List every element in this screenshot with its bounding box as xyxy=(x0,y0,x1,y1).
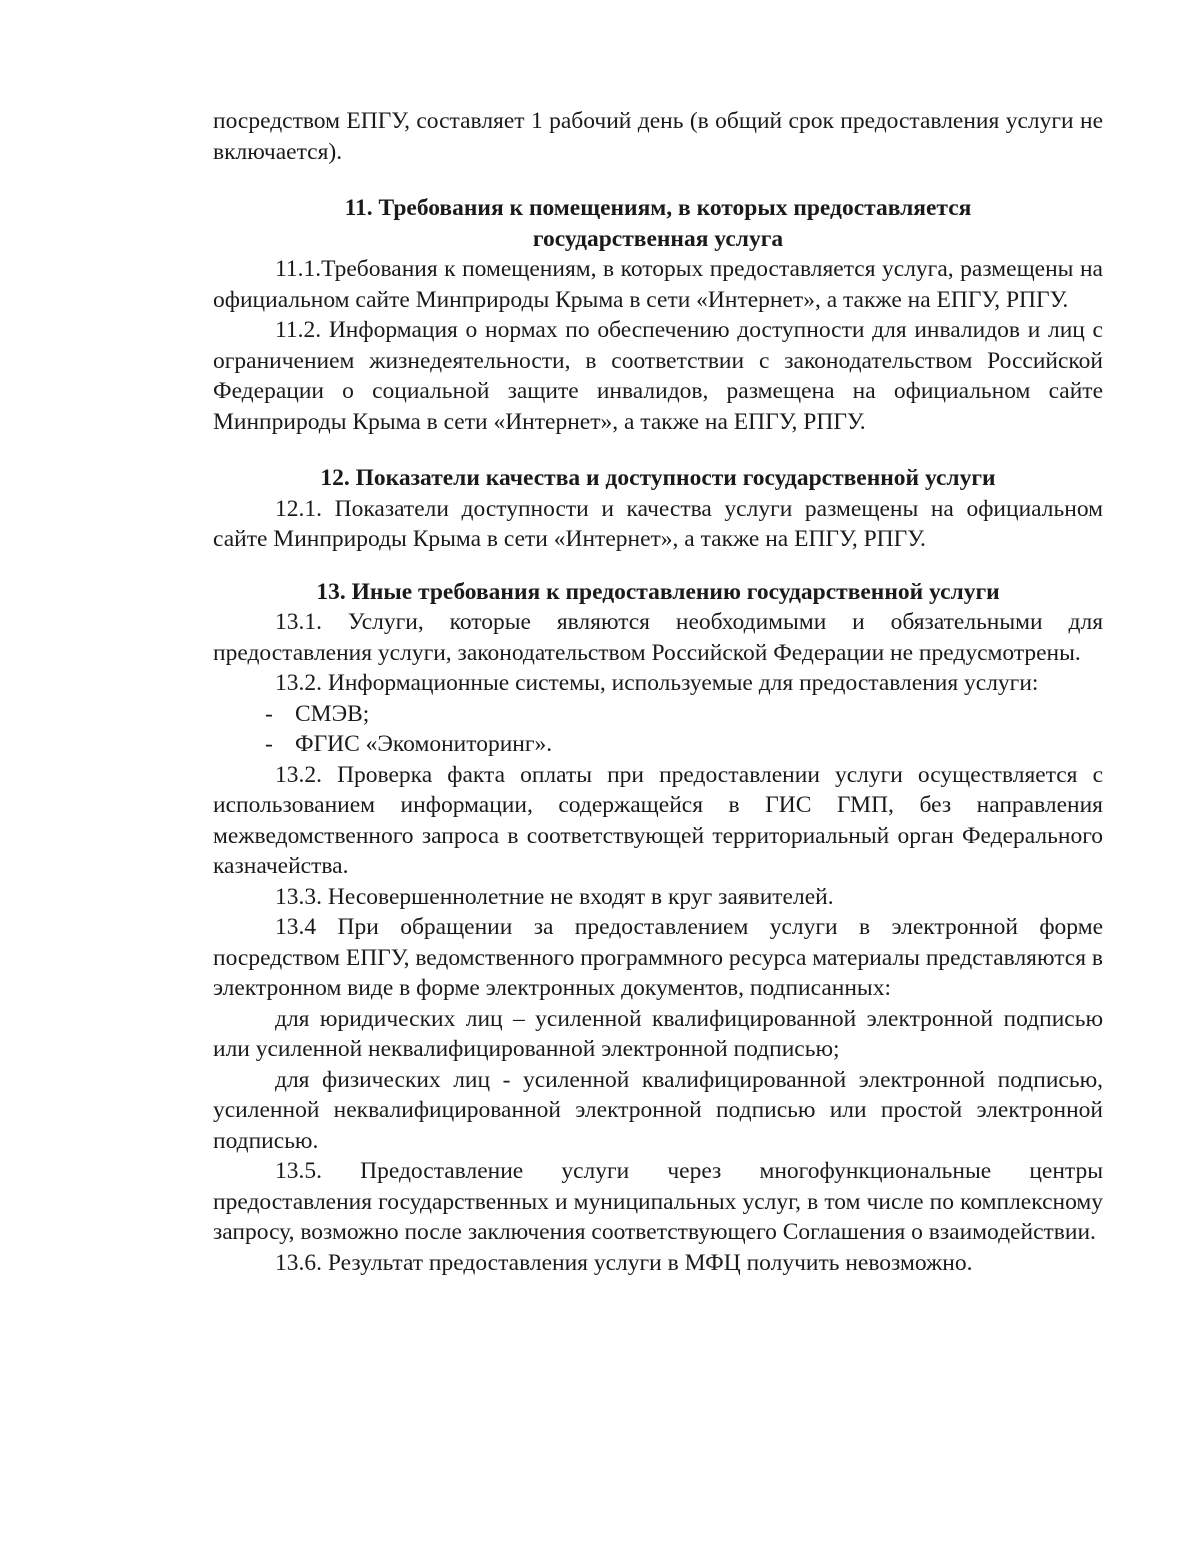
list-item-text: ФГИС «Экомониторинг». xyxy=(295,731,553,757)
list-item-text: СМЭВ; xyxy=(295,700,370,727)
paragraph-13-6: 13.6. Результат предоставления услуги в МФЦ получить невозможно. xyxy=(275,1249,973,1276)
paragraph-13-2-systems: 13.2. Информационные системы, используемые для предоставления услуги: xyxy=(275,670,1039,696)
paragraph-13-3: 13.3. Несовершеннолетние не входят в круг заявителей. xyxy=(275,883,834,910)
section-13-heading: 13. Иные требования к предоставлению государственной услуги xyxy=(316,578,1000,605)
section-11-heading-line1: 11. Требования к помещениям, в которых предоставляется xyxy=(344,195,972,221)
section-11-heading-line2: государственная услуга xyxy=(532,225,784,252)
paragraph-11-1: 11.1.Требования к помещениям, в которых предоставляется услуга, размещены на официальном сайте Минприроды Крыма в сети «Интернет», а также на ЕПГУ, РПГУ. xyxy=(213,256,1103,313)
paragraph-13-5: 13.5. Предоставление услуги через многофункциональные центры предоставления государственных и муниципальных услуг, в том числе по комплексному запросу, возможно после заключения соответствующего Соглашения о взаимодействии. xyxy=(213,1158,1103,1245)
document-page xyxy=(213,106,1103,1278)
continuation-paragraph: посредством ЕПГУ, составляет 1 рабочий день (в общий срок предоставления услуги не включается). xyxy=(213,108,1103,165)
spacer xyxy=(213,555,1103,577)
paragraph-individuals: для физических лиц - усиленной квалифицированной электронной подписью, усиленной неквалифицированной электронной подписью или простой электронной подписью. xyxy=(213,1066,1103,1154)
paragraph-11-2: 11.2. Информация о нормах по обеспечению доступности для инвалидов и лиц с ограничением жизнедеятельности, в соответствии с законодательством Российской Федерации о социальной защите инвалидов, размещена на официальном сайте Минприроды Крыма в сети «Интернет», а также на ЕПГУ, РПГУ. xyxy=(213,317,1103,435)
paragraph-13-4: 13.4 При обращении за предоставлением услуги в электронной форме посредством ЕПГУ, ведомственного программного ресурса материалы представляются в электронном виде в форме электронных документов, подписанных: xyxy=(213,914,1103,1001)
list-item xyxy=(213,729,1103,760)
paragraph-13-2-payment: 13.2. Проверка факта оплаты при предоставлении услуги осуществляется с использованием информации, содержащейся в ГИС ГМП, без направления межведомственного запроса в соответствующей территориальный орган Федерального казначейства. xyxy=(213,761,1103,879)
paragraph-12-1: 12.1. Показатели доступности и качества услуги размещены на официальном сайте Минприроды Крыма в сети «Интернет», а также на ЕПГУ, РПГУ. xyxy=(213,495,1103,552)
paragraph-13-1: 13.1. Услуги, которые являются необходимыми и обязательными для предоставления услуги, законодательством Российской Федерации не предусмотрены. xyxy=(213,609,1103,666)
list-dash: - xyxy=(265,700,273,727)
section-12-heading: 12. Показатели качества и доступности государственной услуги xyxy=(320,465,996,491)
paragraph-legal-entities: для юридических лиц – усиленной квалифицированной электронной подписью или усиленной неквалифицированной электронной подписью; xyxy=(213,1005,1103,1062)
section-11-heading xyxy=(213,193,1103,254)
spacer xyxy=(213,437,1103,463)
spacer xyxy=(213,167,1103,193)
list-item xyxy=(213,699,1103,730)
list-dash: - xyxy=(265,731,273,757)
